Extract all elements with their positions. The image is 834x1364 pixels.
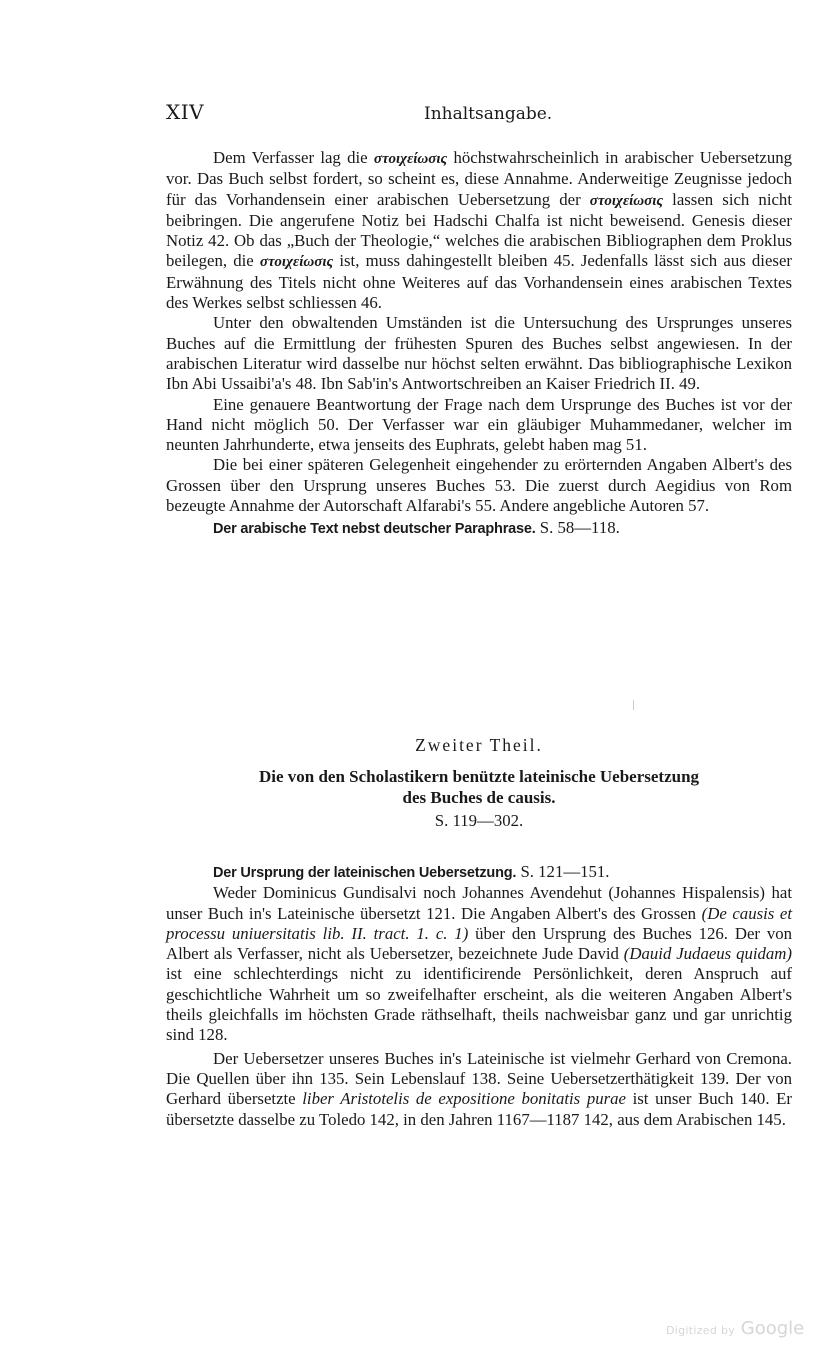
google-watermark: Digitized by Google: [666, 1318, 805, 1339]
running-title: Inhaltsangabe.: [424, 104, 553, 124]
part2-header: [166, 735, 792, 831]
page-number: XIV: [166, 100, 205, 124]
paragraph: Unter den obwaltenden Umständen ist die Untersuchung des Ursprunges unseres Buches auf die Ermittlung der frühesten Spuren des Buches selbst angewiesen. In der arabischen Literatur wird dasselbe nur höchst selten erwähnt. Das bibliographische Lexikon Ibn Abi Ussaibi'a's 48. Ibn Sab'in's Antwortschreiben an Kaiser Friedrich II. 49.: [166, 313, 792, 394]
paragraph: Weder Dominicus Gundisalvi noch Johannes Avendehut (Johannes Hispalensis) hat unser Buch in's Lateinische übersetzt 121. Die Angaben Albert's des Grossen (De causis et processu uniuersitatis lib. II. tract. 1. c. 1) über den Ursprung des Buches 126. Der von Albert als Verfasser, nicht als Uebersetzer, bezeichnete Jude David (Dauid Judaeus quidam) ist eine schlechterdings nicht zu identificirende Persönlichkeit, deren Anspruch auf geschichtliche Wahrheit um so zweifelhafter erscheint, als die weiteren Angaben Albert's theils gleichfalls im höchsten Grade räthselhaft, theils nachweisbar ganz und gar unrichtig sind 128.: [166, 883, 793, 1045]
part2-body: [166, 862, 792, 1130]
section-heading: Der Ursprung der lateinischen Uebersetzung. S. 121—151.: [213, 862, 610, 881]
paragraph: Dem Verfasser lag die στοιχείωσις höchstwahrscheinlich in arabischer Uebersetzung vor. Das Buch selbst fordert, so scheint es, diese Annahme. Anderweitige Zeugnisse jedoch für das Vorhandensein einer arabischen Uebersetzung der στοιχείωσις lassen sich nicht beibringen. Die angerufene Notiz bei Hadschi Chalfa ist nicht beweisend. Genesis dieser Notiz 42. Ob das „Buch der Theologie,“ welches die arabischen Bibliographen dem Proklus beilegen, die στοιχείωσις ist, muss dahingestellt bleiben 45. Jedenfalls lässt sich aus dieser Erwähnung des Titels nicht ohne Weiteres auf das Vorhandensein eines arabischen Textes des Werkes selbst schliessen 46.: [166, 148, 792, 313]
part-pages: S. 119—302.: [434, 810, 524, 830]
part-title: Zweiter Theil.: [415, 735, 543, 755]
part-subtitle: Die von den Scholastikern benützte lateinische Uebersetzung: [258, 767, 700, 787]
paragraph: Die bei einer späteren Gelegenheit eingehender zu erörternden Angaben Albert's des Grossen über den Ursprung unseres Buches 53. Die zuerst durch Aegidius von Rom bezeugte Annahme der Autorschaft Alfarabi's 55. Andere angebliche Autoren 57.: [166, 455, 792, 516]
part1-body: [166, 148, 792, 540]
part-subtitle: des Buches de causis.: [402, 787, 556, 807]
section-heading: Der arabische Text nebst deutscher Paraphrase. S. 58—118.: [213, 518, 620, 538]
paragraph: Eine genauere Beantwortung der Frage nach dem Ursprunge des Buches ist vor der Hand nicht möglich 50. Der Verfasser war ein gläubiger Muhammedaner, welcher im neunten Jahrhunderte, etwa jenseits des Euphrats, gelebt haben mag 51.: [166, 394, 792, 455]
paragraph: Der Uebersetzer unseres Buches in's Lateinische ist vielmehr Gerhard von Cremona. Die Quellen über ihn 135. Sein Lebenslauf 138. Seine Uebersetzerthätigkeit 139. Der von Gerhard übersetzte liber Aristotelis de expositione bonitatis purae ist unser Buch 140. Er übersetzte dasselbe zu Toledo 142, in den Jahren 1167—1187 142, aus dem Arabischen 145.: [166, 1048, 792, 1129]
